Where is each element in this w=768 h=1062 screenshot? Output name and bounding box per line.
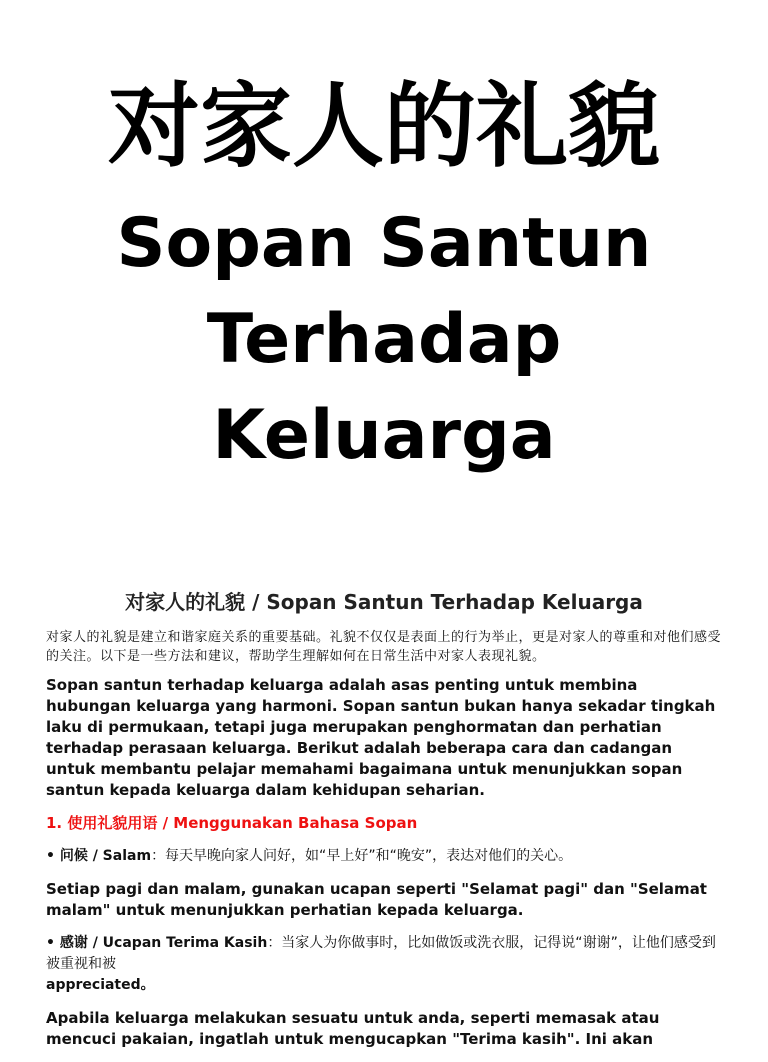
cover-title-malay: Sopan Santun Terhadap Keluarga [116,204,652,475]
bullet-thanks-label: • 感谢 / Ucapan Terima Kasih [46,935,268,951]
thanks-paragraph-malay: Apabila keluarga melakukan sesuatu untuk anda, seperti memasak atau mencuci pakaian, ingatlah untuk mengucapkan "Terima kasih". Ini akan [46,1009,660,1048]
greeting-paragraph-malay: Setiap pagi dan malam, gunakan ucapan seperti "Selamat pagi" dan "Selamat malam" untuk menunjukkan perhatian kepada keluarga. [46,880,707,919]
bullet-greeting-label: • 问候 / Salam [46,848,152,864]
cover-title-chinese: 对家人的礼貌 [107,73,660,180]
bullet-thanks-text: ：当家人为你做事时，比如做饭或洗衣服，记得说“谢谢”，让他们感受到被重视和被 [46,935,716,972]
bullet-greeting-text: ：每天早晚向家人问好，如“早上好”和“晚安”，表达对他们的关心。 [151,848,573,864]
article-body [46,586,722,1062]
intro-paragraph-chinese: 对家人的礼貌是建立和谐家庭关系的重要基础。礼貌不仅仅是表面上的行为举止，更是对家人的尊重和对他们感受的关注。以下是一些方法和建议，帮助学生理解如何在日常生活中对家人表现礼貌。 [46,630,722,664]
bullet-thanks-tail: appreciated。 [46,977,155,993]
article-heading: 对家人的礼貌 / Sopan Santun Terhadap Keluarga [125,590,643,614]
intro-paragraph-malay: Sopan santun terhadap keluarga adalah asas penting untuk membina hubungan keluarga yang harmoni. Sopan santun bukan hanya sekadar tingkah laku di permukaan, tetapi juga merupakan penghormatan dan perhatian terhadap perasaan keluarga. Berikut adalah beberapa cara dan cadangan untuk membantu pelajar memahami bagaimana untuk menunjukkan sopan santun kepada keluarga dalam kehidupan seharian. [46,676,716,799]
section-heading-polite-language: 1. 使用礼貌用语 / Menggunakan Bahasa Sopan [46,814,418,832]
bullet-greeting [46,846,722,867]
bullet-thanks [46,933,722,996]
